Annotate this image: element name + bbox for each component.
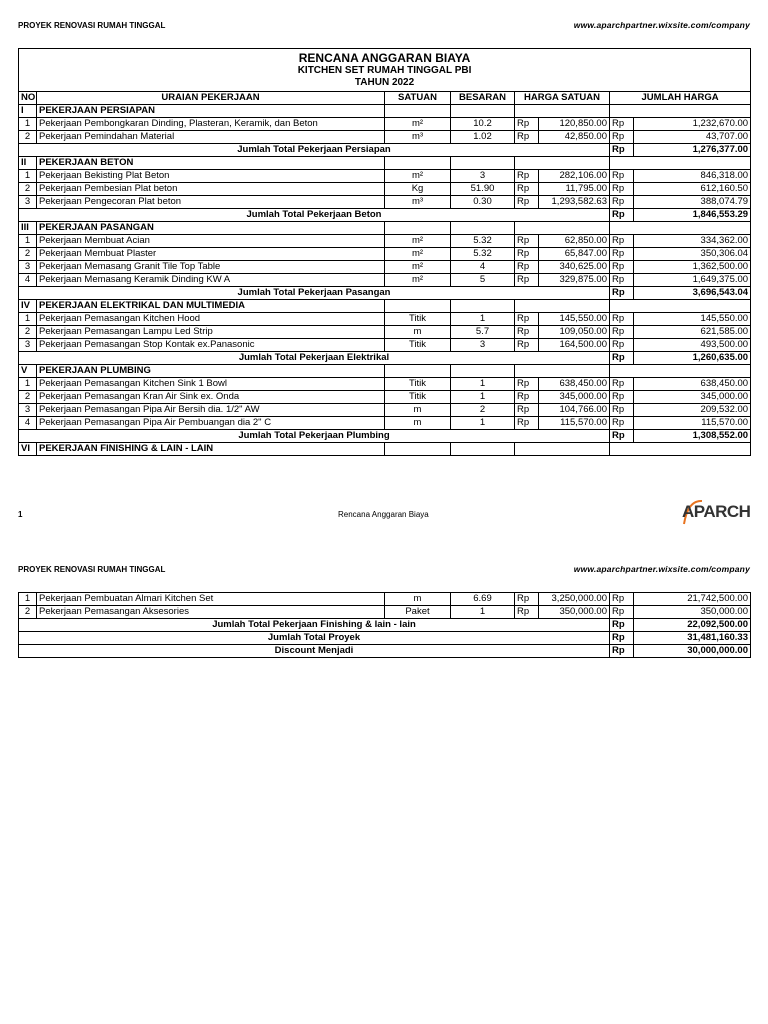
page-header: [18, 20, 750, 30]
table-row: [19, 313, 751, 326]
item-no: 1: [19, 235, 37, 248]
item-no: 2: [19, 391, 37, 404]
item-currency: Rp: [515, 248, 539, 261]
empty-cell: [451, 222, 515, 235]
item-currency: Rp: [610, 183, 634, 196]
budget-table: [18, 48, 751, 456]
item-unit-price: 145,550.00: [539, 313, 610, 326]
item-currency: Rp: [610, 404, 634, 417]
item-desc: Pekerjaan Pemasangan Kran Air Sink ex. Onda: [37, 391, 385, 404]
item-besaran: 3: [451, 339, 515, 352]
item-satuan: m³: [385, 196, 451, 209]
total-currency: Rp: [610, 430, 634, 443]
section-name: PEKERJAAN PERSIAPAN: [37, 105, 385, 118]
item-unit-price: 638,450.00: [539, 378, 610, 391]
item-unit-price: 42,850.00: [539, 131, 610, 144]
empty-cell: [385, 222, 451, 235]
total-currency: Rp: [610, 209, 634, 222]
item-no: 2: [19, 183, 37, 196]
item-currency: Rp: [610, 593, 634, 606]
total-amount: 22,092,500.00: [634, 619, 751, 632]
item-no: 1: [19, 378, 37, 391]
item-besaran: 1: [451, 391, 515, 404]
item-besaran: 1: [451, 606, 515, 619]
item-satuan: m: [385, 326, 451, 339]
item-no: 4: [19, 417, 37, 430]
item-satuan: Titik: [385, 313, 451, 326]
total-amount: 1,276,377.00: [634, 144, 751, 157]
item-unit-price: 1,293,582.63: [539, 196, 610, 209]
col-uraian: URAIAN PEKERJAAN: [37, 92, 385, 105]
item-currency: Rp: [610, 417, 634, 430]
item-desc: Pekerjaan Pemasangan Aksesories: [37, 606, 385, 619]
item-currency: Rp: [515, 326, 539, 339]
item-satuan: Titik: [385, 339, 451, 352]
empty-cell: [610, 300, 751, 313]
item-satuan: m²: [385, 118, 451, 131]
item-desc: Pekerjaan Pemasangan Pipa Air Pembuangan dia 2" C: [37, 417, 385, 430]
project-title: PROYEK RENOVASI RUMAH TINGGAL: [18, 20, 166, 30]
item-amount: 846,318.00: [634, 170, 751, 183]
item-unit-price: 350,000.00: [539, 606, 610, 619]
item-no: 3: [19, 261, 37, 274]
total-row: [19, 632, 751, 645]
item-besaran: 5.32: [451, 235, 515, 248]
table-row: [19, 391, 751, 404]
item-currency: Rp: [610, 339, 634, 352]
item-satuan: Titik: [385, 378, 451, 391]
total-currency: Rp: [610, 287, 634, 300]
item-besaran: 2: [451, 404, 515, 417]
section-row: [19, 300, 751, 313]
item-currency: Rp: [610, 378, 634, 391]
col-satuan: SATUAN: [385, 92, 451, 105]
item-currency: Rp: [515, 196, 539, 209]
total-amount: 1,260,635.00: [634, 352, 751, 365]
section-number: VI: [19, 443, 37, 456]
item-unit-price: 109,050.00: [539, 326, 610, 339]
item-currency: Rp: [515, 378, 539, 391]
item-amount: 43,707.00: [634, 131, 751, 144]
item-currency: Rp: [515, 170, 539, 183]
total-label: Jumlah Total Proyek: [19, 632, 610, 645]
item-no: 2: [19, 131, 37, 144]
item-currency: Rp: [515, 417, 539, 430]
item-unit-price: 120,850.00: [539, 118, 610, 131]
empty-cell: [385, 157, 451, 170]
item-currency: Rp: [610, 313, 634, 326]
page-header-2: [18, 564, 750, 574]
table-row: [19, 593, 751, 606]
item-besaran: 1: [451, 378, 515, 391]
item-amount: 1,232,670.00: [634, 118, 751, 131]
empty-cell: [515, 300, 610, 313]
table-row: [19, 274, 751, 287]
item-desc: Pekerjaan Pemasangan Pipa Air Bersih dia. 1/2" AW: [37, 404, 385, 417]
item-currency: Rp: [610, 274, 634, 287]
item-satuan: m²: [385, 261, 451, 274]
item-desc: Pekerjaan Pemindahan Material: [37, 131, 385, 144]
item-currency: Rp: [515, 274, 539, 287]
section-number: V: [19, 365, 37, 378]
item-desc: Pekerjaan Pembesian Plat beton: [37, 183, 385, 196]
item-desc: Pekerjaan Pemasangan Kitchen Sink 1 Bowl: [37, 378, 385, 391]
col-no: NO: [19, 92, 37, 105]
total-amount: 1,846,553.29: [634, 209, 751, 222]
item-besaran: 1.02: [451, 131, 515, 144]
total-row: [19, 430, 751, 443]
item-currency: Rp: [610, 391, 634, 404]
item-currency: Rp: [610, 248, 634, 261]
item-unit-price: 104,766.00: [539, 404, 610, 417]
total-amount: 3,696,543.04: [634, 287, 751, 300]
item-currency: Rp: [610, 118, 634, 131]
total-currency: Rp: [610, 632, 634, 645]
logo-text: APARCH: [682, 502, 751, 521]
item-amount: 493,500.00: [634, 339, 751, 352]
item-satuan: m: [385, 593, 451, 606]
total-label: Jumlah Total Pekerjaan Elektrikal: [19, 352, 610, 365]
item-satuan: m: [385, 404, 451, 417]
empty-cell: [610, 443, 751, 456]
item-desc: Pekerjaan Pembongkaran Dinding, Plasteran, Keramik, dan Beton: [37, 118, 385, 131]
empty-cell: [610, 157, 751, 170]
item-currency: Rp: [610, 170, 634, 183]
section-name: PEKERJAAN ELEKTRIKAL DAN MULTIMEDIA: [37, 300, 385, 313]
page-number: 1: [18, 510, 23, 519]
item-desc: Pekerjaan Bekisting Plat Beton: [37, 170, 385, 183]
table-row: [19, 261, 751, 274]
section-name: PEKERJAAN PLUMBING: [37, 365, 385, 378]
item-currency: Rp: [515, 183, 539, 196]
item-desc: Pekerjaan Memasang Granit Tile Top Table: [37, 261, 385, 274]
item-unit-price: 115,570.00: [539, 417, 610, 430]
item-currency: Rp: [515, 313, 539, 326]
item-besaran: 0.30: [451, 196, 515, 209]
item-amount: 612,160.50: [634, 183, 751, 196]
item-currency: Rp: [515, 235, 539, 248]
col-harga-satuan: HARGA SATUAN: [515, 92, 610, 105]
item-unit-price: 282,106.00: [539, 170, 610, 183]
item-amount: 350,000.00: [634, 606, 751, 619]
item-besaran: 5: [451, 274, 515, 287]
footer-title: Rencana Anggaran Biaya: [338, 510, 429, 519]
item-desc: Pekerjaan Pemasangan Kitchen Hood: [37, 313, 385, 326]
item-satuan: m²: [385, 170, 451, 183]
section-number: II: [19, 157, 37, 170]
item-no: 3: [19, 339, 37, 352]
item-currency: Rp: [610, 326, 634, 339]
item-unit-price: 164,500.00: [539, 339, 610, 352]
total-row: [19, 287, 751, 300]
item-besaran: 5.32: [451, 248, 515, 261]
item-currency: Rp: [610, 235, 634, 248]
item-unit-price: 340,625.00: [539, 261, 610, 274]
total-currency: Rp: [610, 144, 634, 157]
item-no: 1: [19, 118, 37, 131]
title-line1: RENCANA ANGGARAN BIAYA: [298, 51, 471, 65]
item-currency: Rp: [515, 118, 539, 131]
empty-cell: [451, 443, 515, 456]
item-amount: 1,362,500.00: [634, 261, 751, 274]
empty-cell: [610, 365, 751, 378]
project-title-2: PROYEK RENOVASI RUMAH TINGGAL: [18, 564, 166, 574]
item-satuan: m²: [385, 274, 451, 287]
table-row: [19, 118, 751, 131]
table-row: [19, 339, 751, 352]
table-row: [19, 404, 751, 417]
section-number: I: [19, 105, 37, 118]
item-amount: 1,649,375.00: [634, 274, 751, 287]
table-row: [19, 183, 751, 196]
item-no: 1: [19, 593, 37, 606]
item-currency: Rp: [515, 404, 539, 417]
item-currency: Rp: [610, 606, 634, 619]
total-label: Jumlah Total Pekerjaan Beton: [19, 209, 610, 222]
item-amount: 21,742,500.00: [634, 593, 751, 606]
item-no: 2: [19, 326, 37, 339]
item-satuan: m³: [385, 131, 451, 144]
item-no: 1: [19, 170, 37, 183]
table-row: [19, 378, 751, 391]
item-currency: Rp: [515, 339, 539, 352]
item-amount: 209,532.00: [634, 404, 751, 417]
item-unit-price: 3,250,000.00: [539, 593, 610, 606]
item-currency: Rp: [515, 261, 539, 274]
section-number: III: [19, 222, 37, 235]
col-jumlah-harga: JUMLAH HARGA: [610, 92, 751, 105]
table-row: [19, 196, 751, 209]
item-no: 2: [19, 606, 37, 619]
empty-cell: [451, 157, 515, 170]
item-unit-price: 11,795.00: [539, 183, 610, 196]
empty-cell: [515, 222, 610, 235]
section-row: [19, 157, 751, 170]
item-currency: Rp: [610, 131, 634, 144]
item-amount: 350,306.04: [634, 248, 751, 261]
item-besaran: 5.7: [451, 326, 515, 339]
item-no: 3: [19, 404, 37, 417]
item-currency: Rp: [610, 196, 634, 209]
empty-cell: [385, 105, 451, 118]
total-label: Jumlah Total Pekerjaan Pasangan: [19, 287, 610, 300]
total-row: [19, 645, 751, 658]
empty-cell: [385, 443, 451, 456]
total-currency: Rp: [610, 619, 634, 632]
total-row: [19, 352, 751, 365]
item-desc: Pekerjaan Pemasangan Stop Kontak ex.Panasonic: [37, 339, 385, 352]
item-amount: 334,362.00: [634, 235, 751, 248]
table-row: [19, 606, 751, 619]
page-footer: [18, 502, 750, 532]
section-number: IV: [19, 300, 37, 313]
item-desc: Pekerjaan Membuat Acian: [37, 235, 385, 248]
aparch-logo: [678, 498, 750, 526]
item-no: 4: [19, 274, 37, 287]
total-label: Discount Menjadi: [19, 645, 610, 658]
empty-cell: [610, 222, 751, 235]
item-satuan: m²: [385, 235, 451, 248]
item-besaran: 1: [451, 417, 515, 430]
item-currency: Rp: [515, 606, 539, 619]
total-row: [19, 209, 751, 222]
empty-cell: [610, 105, 751, 118]
item-besaran: 51.90: [451, 183, 515, 196]
empty-cell: [451, 300, 515, 313]
item-besaran: 3: [451, 170, 515, 183]
item-besaran: 1: [451, 313, 515, 326]
total-row: [19, 619, 751, 632]
table-row: [19, 417, 751, 430]
section-name: PEKERJAAN FINISHING & LAIN - LAIN: [37, 443, 385, 456]
budget-table-page2: [18, 592, 751, 658]
table-row: [19, 326, 751, 339]
total-label: Jumlah Total Pekerjaan Finishing & lain - lain: [19, 619, 610, 632]
total-label: Jumlah Total Pekerjaan Persiapan: [19, 144, 610, 157]
item-desc: Pekerjaan Pembuatan Almari Kitchen Set: [37, 593, 385, 606]
total-row: [19, 144, 751, 157]
empty-cell: [515, 105, 610, 118]
item-amount: 388,074.79: [634, 196, 751, 209]
item-amount: 345,000.00: [634, 391, 751, 404]
section-name: PEKERJAAN BETON: [37, 157, 385, 170]
table-row: [19, 131, 751, 144]
empty-cell: [385, 300, 451, 313]
section-row: [19, 105, 751, 118]
section-row: [19, 443, 751, 456]
section-row: [19, 222, 751, 235]
item-unit-price: 329,875.00: [539, 274, 610, 287]
title-line3: TAHUN 2022: [354, 77, 415, 88]
empty-cell: [515, 443, 610, 456]
item-besaran: 6.69: [451, 593, 515, 606]
empty-cell: [515, 365, 610, 378]
empty-cell: [385, 365, 451, 378]
item-no: 1: [19, 313, 37, 326]
item-besaran: 10.2: [451, 118, 515, 131]
item-satuan: m: [385, 417, 451, 430]
total-amount: 30,000,000.00: [634, 645, 751, 658]
item-no: 3: [19, 196, 37, 209]
empty-cell: [515, 157, 610, 170]
empty-cell: [451, 365, 515, 378]
item-desc: Pekerjaan Memasang Keramik Dinding KW A: [37, 274, 385, 287]
company-url-2[interactable]: www.aparchpartner.wixsite.com/company: [573, 564, 750, 574]
item-amount: 115,570.00: [634, 417, 751, 430]
item-satuan: Kg: [385, 183, 451, 196]
column-header-row: [19, 92, 751, 105]
item-currency: Rp: [610, 261, 634, 274]
col-besaran: BESARAN: [451, 92, 515, 105]
item-besaran: 4: [451, 261, 515, 274]
table-row: [19, 248, 751, 261]
item-desc: Pekerjaan Pemasangan Lampu Led Strip: [37, 326, 385, 339]
item-amount: 638,450.00: [634, 378, 751, 391]
total-currency: Rp: [610, 645, 634, 658]
total-currency: Rp: [610, 352, 634, 365]
item-currency: Rp: [515, 593, 539, 606]
item-satuan: m²: [385, 248, 451, 261]
table-row: [19, 170, 751, 183]
item-unit-price: 62,850.00: [539, 235, 610, 248]
total-amount: 1,308,552.00: [634, 430, 751, 443]
item-no: 2: [19, 248, 37, 261]
item-currency: Rp: [515, 131, 539, 144]
total-label: Jumlah Total Pekerjaan Plumbing: [19, 430, 610, 443]
item-unit-price: 65,847.00: [539, 248, 610, 261]
title-line2: KITCHEN SET RUMAH TINGGAL PBI: [297, 65, 472, 76]
section-row: [19, 365, 751, 378]
section-name: PEKERJAAN PASANGAN: [37, 222, 385, 235]
item-satuan: Paket: [385, 606, 451, 619]
table-row: [19, 235, 751, 248]
item-satuan: Titik: [385, 391, 451, 404]
item-amount: 145,550.00: [634, 313, 751, 326]
total-amount: 31,481,160.33: [634, 632, 751, 645]
empty-cell: [451, 105, 515, 118]
table-title: [19, 49, 751, 92]
item-currency: Rp: [515, 391, 539, 404]
item-desc: Pekerjaan Pengecoran Plat beton: [37, 196, 385, 209]
item-amount: 621,585.00: [634, 326, 751, 339]
item-desc: Pekerjaan Membuat Plaster: [37, 248, 385, 261]
item-unit-price: 345,000.00: [539, 391, 610, 404]
company-url[interactable]: www.aparchpartner.wixsite.com/company: [573, 20, 750, 30]
